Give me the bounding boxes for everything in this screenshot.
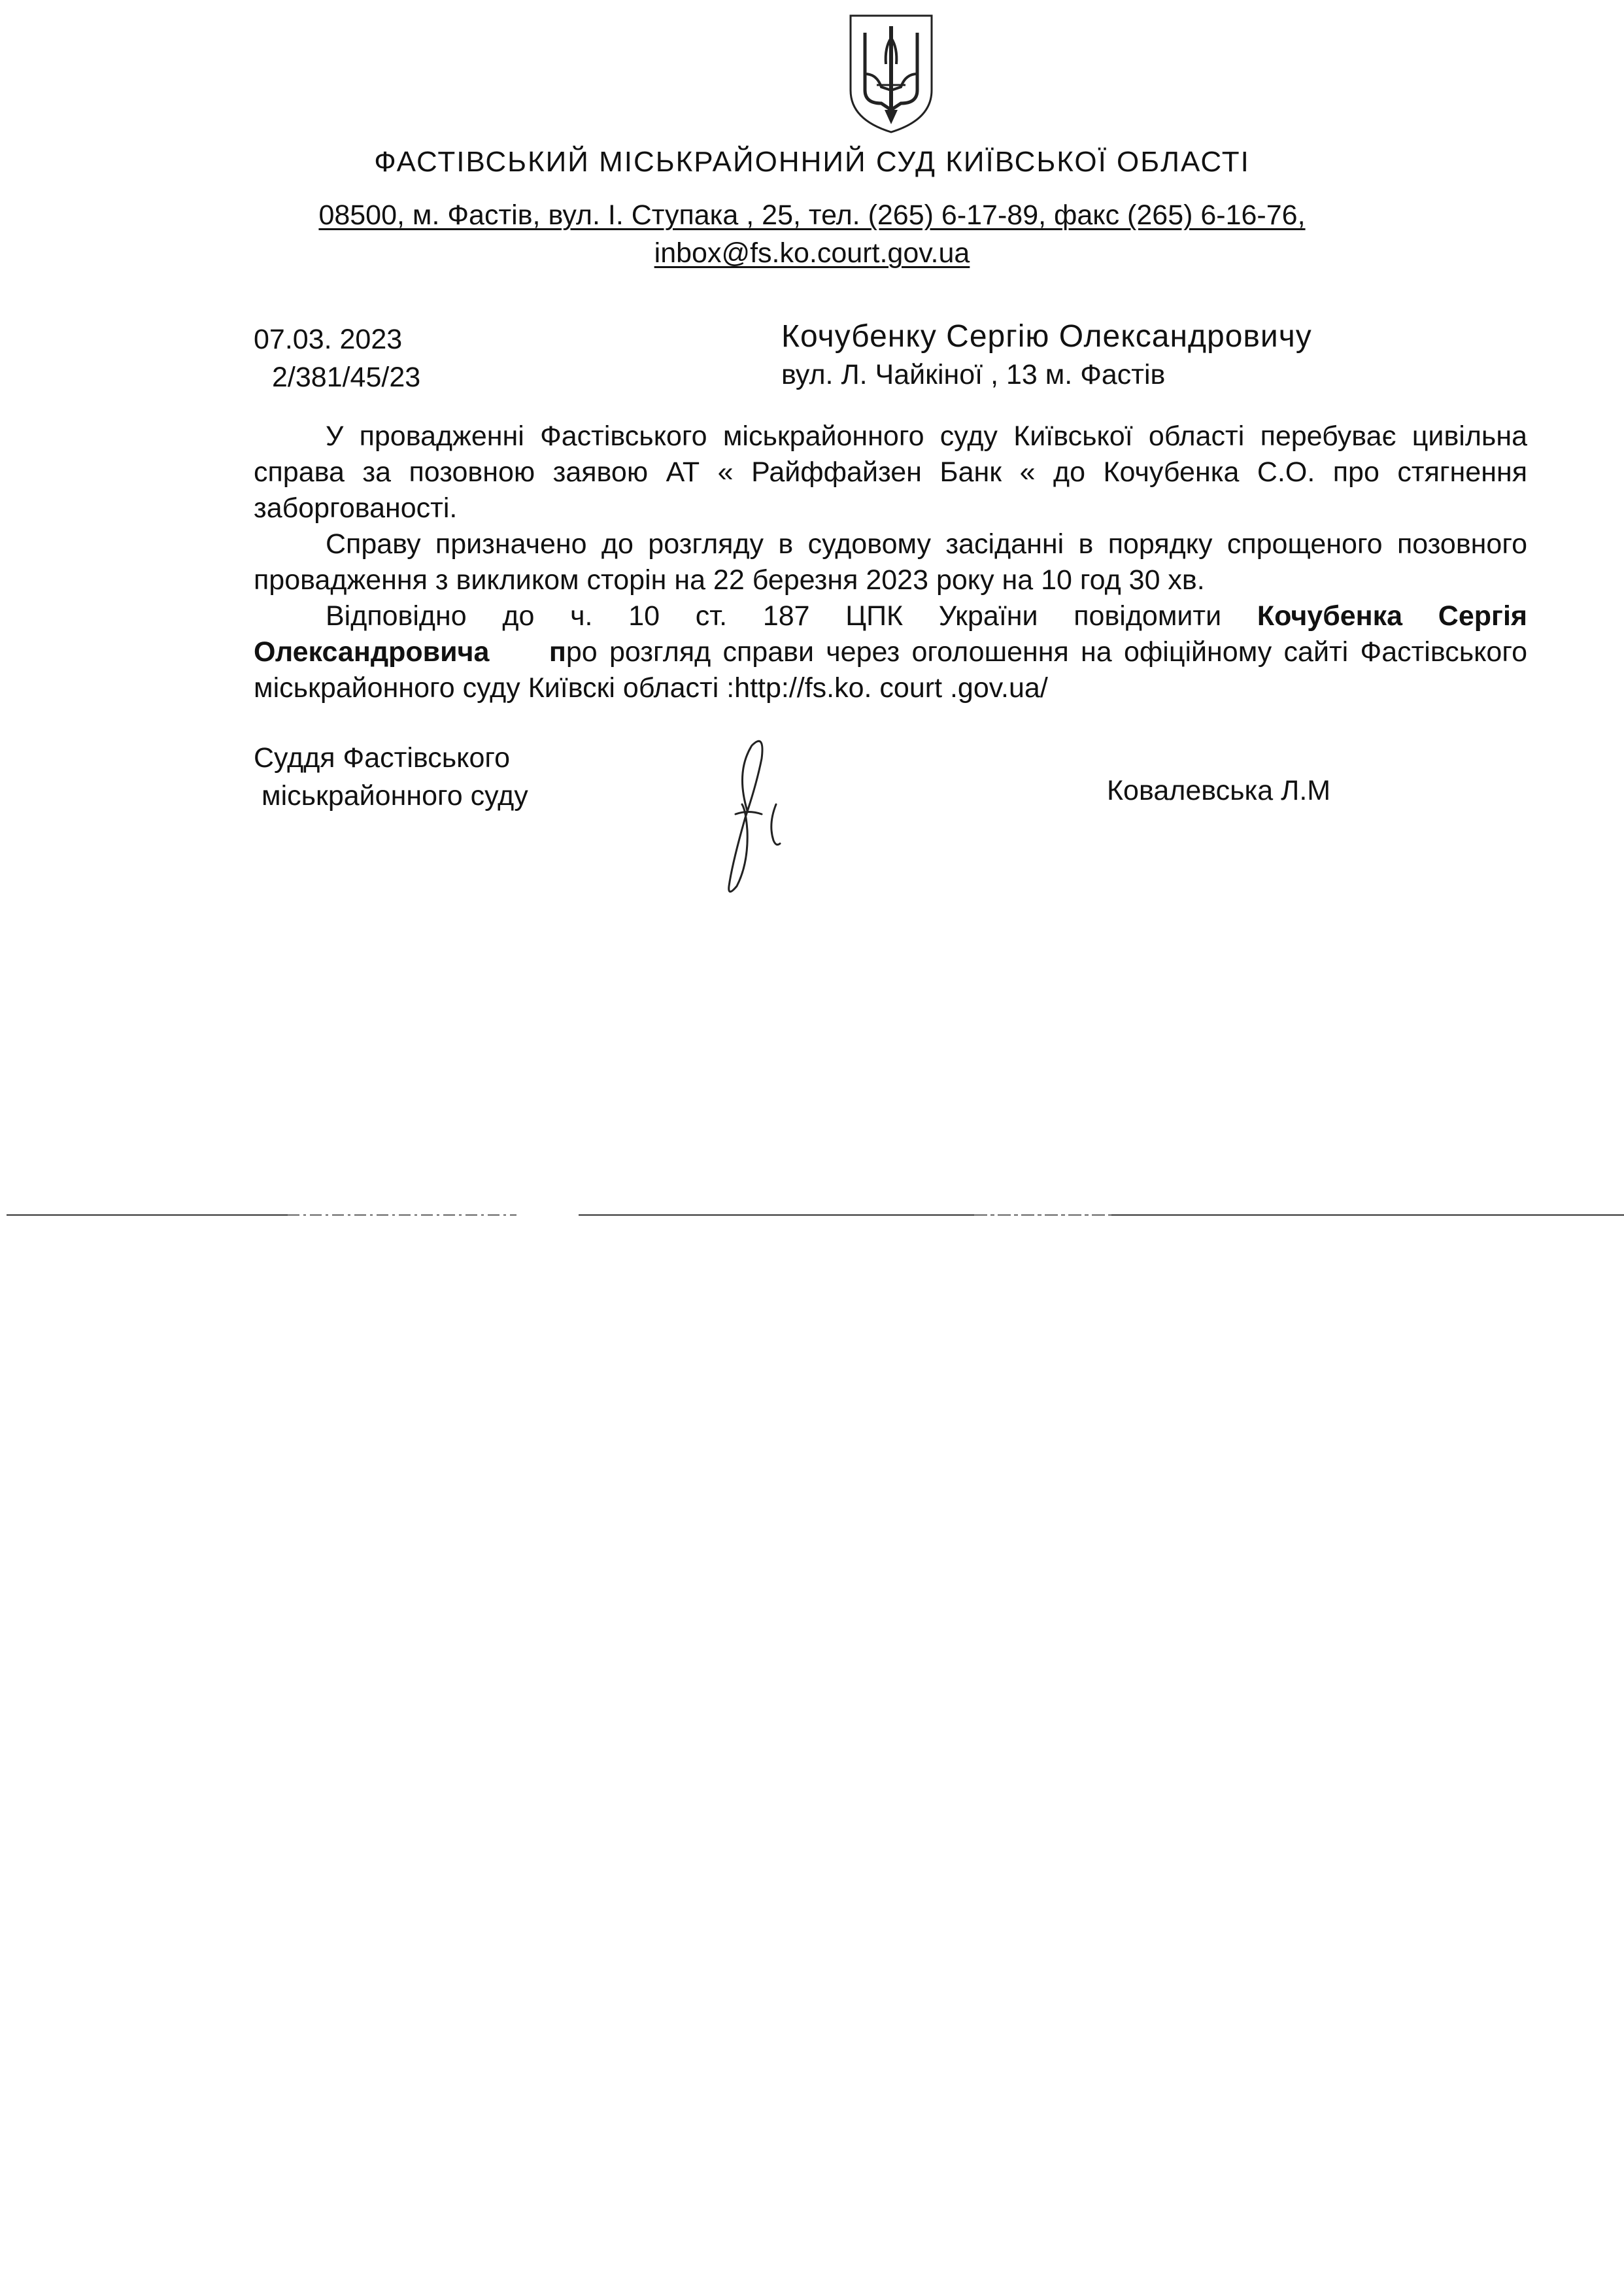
coat-of-arms-emblem (845, 12, 937, 136)
court-address-line: 08500, м. Фастів, вул. І. Ступака , 25, тел. (265) 6-17-89, факс (265) 6-16-76, (318, 199, 1306, 231)
signatory-position (254, 739, 528, 815)
body-paragraph-3 (254, 598, 1527, 706)
bold-letter-p: п (549, 636, 566, 668)
document-meta (254, 320, 420, 396)
reference-number: 2/381/45/23 (272, 362, 421, 393)
recipient-name: Кочубенку Сергію Олександровичу (781, 319, 1312, 354)
judge-name: Ковалевська Л.М (1107, 775, 1331, 806)
court-email[interactable]: inbox@fs.ko.court.gov.ua (654, 237, 970, 269)
position-line-2: міськрайонного суду (262, 780, 528, 812)
recipient-block (781, 318, 1312, 394)
body-paragraph-3-start: Відповідно до ч. 10 ст. 187 ЦПК України повідомити (326, 600, 1257, 632)
page-divider-line (0, 1213, 1624, 1217)
body-paragraph-1: У провадженні Фастівського міськрайонного суду Київської області перебуває цивільна справа за позовною заявою АТ « Райффайзен Банк « до Кочубенка С.О. про стягнення заборгованості. (254, 420, 1527, 524)
body-paragraph-2: Справу призначено до розгляду в судовому засіданні в порядку спрощеного позовного провадження з викликом сторін на 22 березня 2023 року на 10 год 30 хв. (254, 528, 1527, 596)
court-name: ФАСТІВСЬКИЙ МІСЬКРАЙОННИЙ СУД КИЇВСЬКОЇ ОБЛАСТІ (374, 146, 1250, 178)
handwritten-signature (716, 732, 814, 896)
body-paragraph-3-end: ро розгляд справи через оголошення на офіційному сайті Фастівського міськрайонного суду Київскі області :http://fs.ko. court .gov.ua/ (254, 636, 1527, 704)
defendant-name-bold: Кочубенка Сергія Олександровича (254, 600, 1527, 668)
recipient-address: вул. Л. Чайкіної , 13 м. Фастів (781, 359, 1166, 390)
document-date: 07.03. 2023 (254, 324, 403, 355)
letter-body (254, 419, 1527, 706)
court-address (0, 196, 1624, 272)
position-line-1: Суддя Фастівського (254, 742, 511, 774)
